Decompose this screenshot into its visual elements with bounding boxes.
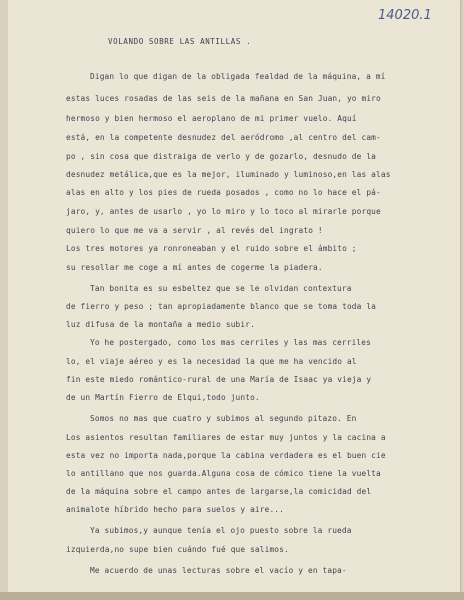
text-line: esta vez no importa nada,porque la cabina verdadera es el buen cie: [66, 451, 386, 460]
text-line: quiero lo que me va a servir , al revés del ingrato !: [66, 226, 323, 235]
text-line: Los asientos resultan familiares de estar muy juntos y la cacina a: [66, 433, 386, 442]
text-line: Yo he postergado, como los mas cerriles y las mas cerriles: [90, 338, 371, 347]
text-line: desnudez metálica,que es la mejor, iluminado y luminoso,en las alas: [66, 170, 391, 179]
text-line: animalote híbrido hecho para suelos y aire...: [66, 505, 284, 514]
text-line: Digan lo que digan de la obligada fealdad de la máquina, a mí: [90, 72, 386, 81]
document-title: VOLANDO SOBRE LAS ANTILLAS .: [108, 37, 252, 46]
text-line: de un Martín Fierro de Elqui,todo junto.: [66, 393, 260, 402]
page-edge: [0, 592, 464, 600]
text-line: jaro, y, antes de usarlo , yo lo miro y lo toco al mirarle porque: [66, 207, 381, 216]
text-line: lo, el viaje aéreo y es la necesidad la que me ha vencido al: [66, 357, 357, 366]
document-page: [8, 0, 460, 596]
text-line: Me acuerdo de unas lecturas sobre el vacío y en tapa-: [90, 566, 347, 575]
text-line: Ya subimos,y aunque tenía el ojo puesto sobre la rueda: [90, 526, 352, 535]
text-line: estas luces rosadas de las seis de la mañana en San Juan, yo miro: [66, 94, 381, 103]
text-line: alas en alto y los pies de rueda posados , como no lo hace el pá-: [66, 188, 381, 197]
text-line: su resollar me coge a mí antes de cogerme la piadera.: [66, 263, 323, 272]
text-line: po , sin cosa que distraiga de verlo y de gozarlo, desnudo de la: [66, 152, 377, 161]
text-line: lo antillano que nos guarda.Alguna cosa de cómico tiene la vuelta: [66, 469, 381, 478]
text-line: fin este miedo romántico-rural de una María de Isaac ya vieja y: [66, 375, 372, 384]
text-line: Los tres motores ya ronroneaban y el ruido sobre el ámbito ;: [66, 244, 357, 253]
archive-number: 14020.1: [378, 8, 432, 23]
text-line: Somos no mas que cuatro y subimos al segundo pitazo. En: [90, 414, 357, 423]
text-line: de fierro y peso ; tan apropiadamente blanco que se toma toda la: [66, 302, 377, 311]
text-line: izquierda,no supe bien cuándo fué que salimos.: [66, 545, 289, 554]
text-line: está, en la competente desnudez del aeródromo ,al centro del cam-: [66, 133, 381, 142]
text-line: hermoso y bien hermoso el aeroplano de mi primer vuelo. Aquí: [66, 114, 357, 123]
text-line: Tan bonita es su esbeltez que se le olvidan contextura: [90, 284, 352, 293]
text-line: luz difusa de la montaña a medio subir.: [66, 320, 255, 329]
text-line: de la máquina sobre el campo antes de largarse,la comicidad del: [66, 487, 372, 496]
